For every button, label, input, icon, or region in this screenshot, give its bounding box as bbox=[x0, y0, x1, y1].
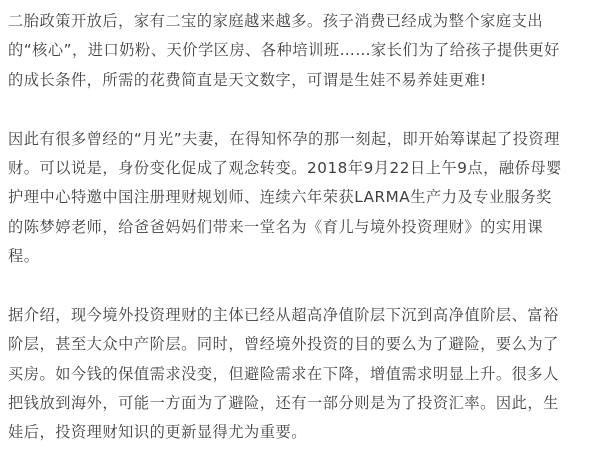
text-line: 据介绍，现今境外投资理财的主体已经从超高净值阶层下沉到高净值阶层、富裕 bbox=[8, 305, 559, 324]
paragraph-1 bbox=[8, 7, 596, 95]
paragraph-spacer bbox=[8, 95, 596, 124]
paragraph-3 bbox=[8, 301, 596, 448]
text-line: 娃后，投资理财知识的更新显得尤为重要。 bbox=[8, 423, 308, 442]
text-line: 因此有很多曾经的“月光”夫妻，在得知怀孕的那一刻起，即开始筹谋起了投资理 bbox=[8, 129, 560, 148]
text-line: 阶层，甚至大众中产阶层。同时，曾经境外投资的目的要么为了避险，要么为了 bbox=[8, 335, 559, 354]
text-line: 财。可以说是，身份变化促成了观念转变。2018年9月22日上午9点，融侨母婴 bbox=[8, 158, 562, 177]
text-line: 买房。如今钱的保值需求没变，但避险需求在下降，增值需求明显上升。很多人 bbox=[8, 364, 559, 383]
paragraph-spacer bbox=[8, 272, 596, 301]
text-line: 的“核心”，进口奶粉、天价学区房、各种培训班……家长们为了给孩子提供更好 bbox=[8, 41, 560, 60]
text-line: 把钱放到海外，可能一方面为了避险，还有一部分则是为了投资汇率。因此，生 bbox=[8, 394, 559, 413]
text-line: 的成长条件，所需的花费简直是天文数字，可谓是生娃不易养娃更难! bbox=[8, 70, 487, 89]
text-line: 二胎政策开放后，家有二宝的家庭越来越多。孩子消费已经成为整个家庭支出 bbox=[8, 12, 544, 30]
paragraph-2 bbox=[8, 125, 596, 272]
text-line: 的陈梦婷老师，给爸爸妈妈们带来一堂名为《育儿与境外投资理财》的实用课 bbox=[8, 217, 544, 236]
article-body bbox=[8, 7, 596, 448]
text-line: 护理中心特邀中国注册理财规划师、连续六年荣获LARMA生产力及专业服务奖 bbox=[8, 188, 552, 207]
text-line: 程。 bbox=[8, 247, 40, 266]
